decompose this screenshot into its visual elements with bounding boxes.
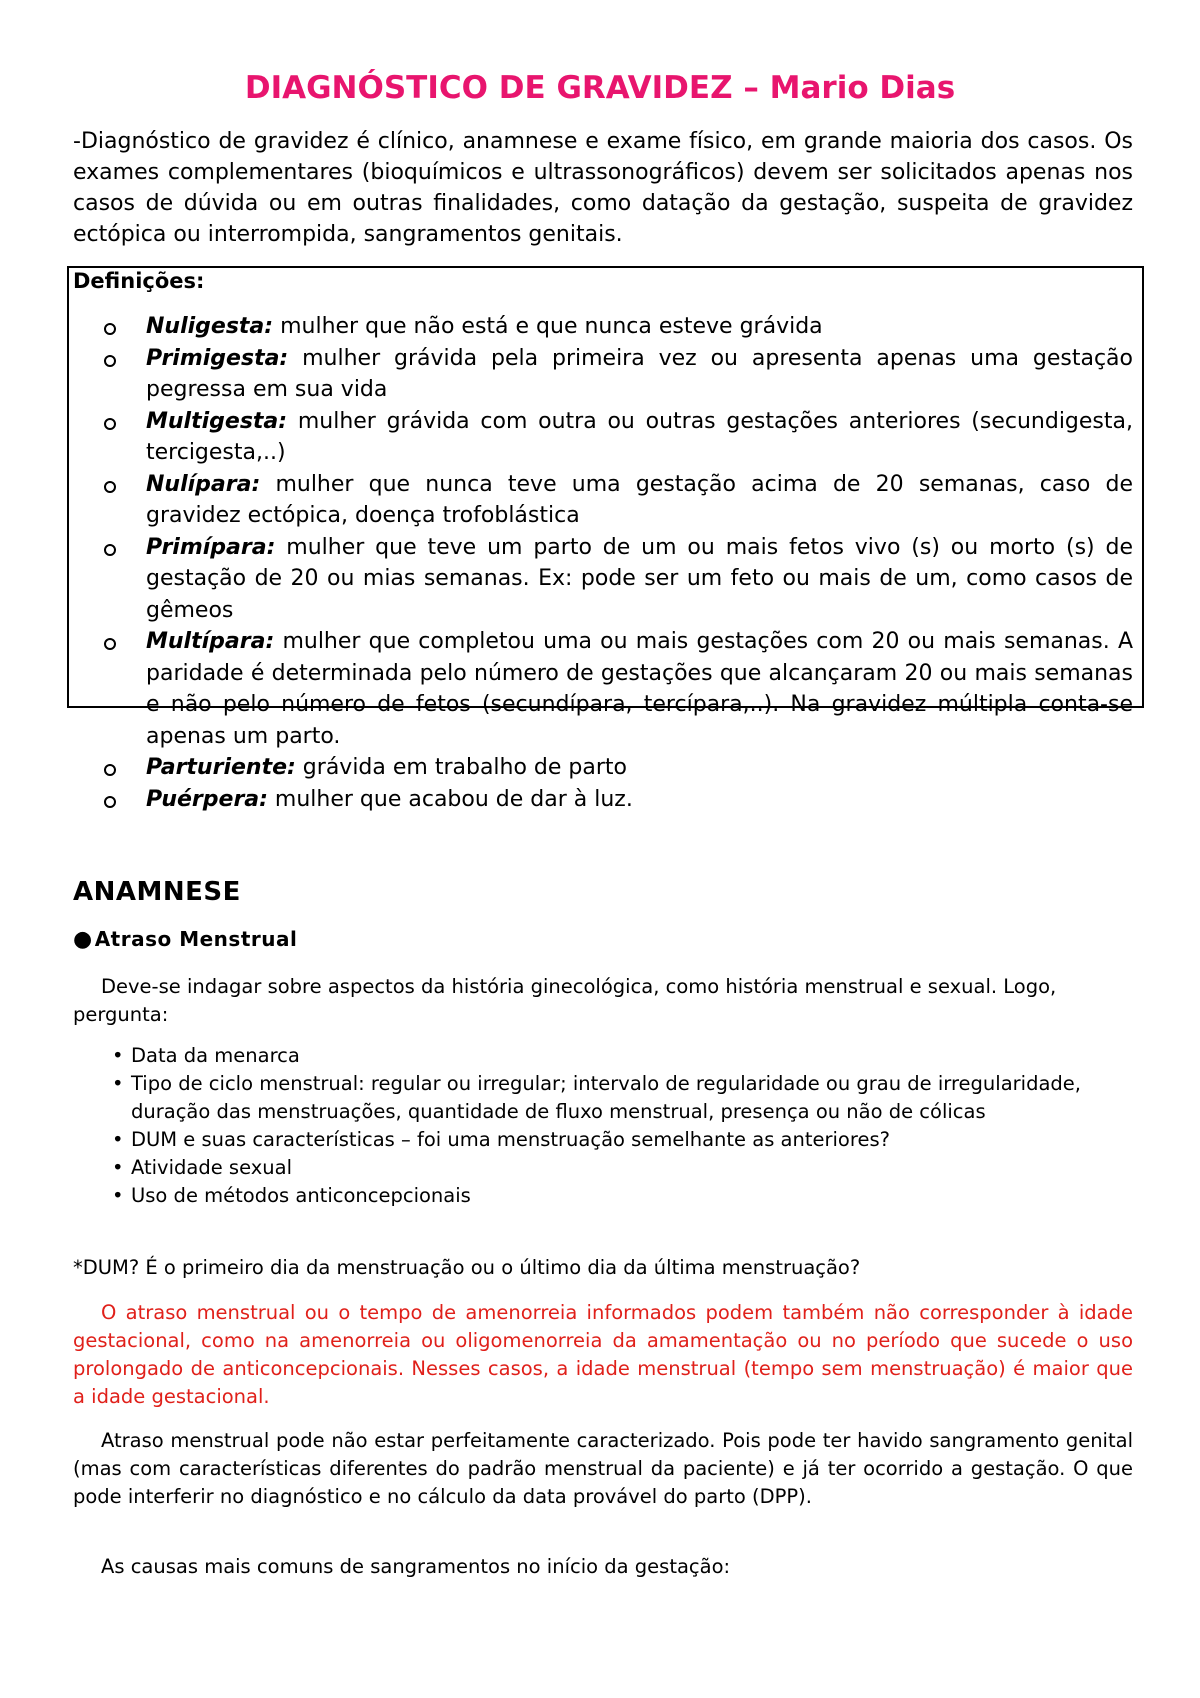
list-item xyxy=(73,1154,1113,1182)
definition-text: mulher que teve um parto de um ou mais fetos vivo (s) ou morto (s) de gestação de 20 ou mias semanas. Ex: pode ser um feto ou mais de um, como casos de gêmeos xyxy=(146,534,1133,623)
list-item xyxy=(73,1126,1113,1154)
bullet-icon: • xyxy=(112,1072,124,1095)
subheading-atraso-menstrual xyxy=(73,927,297,952)
definition-text: mulher que acabou de dar à luz. xyxy=(267,786,633,812)
definition-term: Primípara: xyxy=(146,534,276,560)
definition-term: Primigesta: xyxy=(146,345,289,371)
definition-item xyxy=(73,626,1133,752)
definitions-list xyxy=(73,311,1133,815)
list-item xyxy=(73,1042,1113,1070)
definition-item xyxy=(73,406,1133,469)
circle-bullet-icon xyxy=(104,764,116,776)
definition-term: Puérpera: xyxy=(146,786,268,812)
definition-item xyxy=(73,343,1133,406)
definition-text: mulher que nunca teve uma gestação acima de 20 semanas, caso de gravidez ectópica, doença trofoblástica xyxy=(146,471,1133,528)
paragraph-atraso: Atraso menstrual pode não estar perfeitamente caracterizado. Pois pode ter havido sangramento genital (mas com características diferentes do padrão menstrual da paciente) e já ter ocorrido a gestação. O que pode interferir no diagnóstico e no cálculo da data provável do parto (DPP). xyxy=(73,1429,1133,1508)
dum-note: *DUM? É o primeiro dia da menstruação ou o último dia da última menstruação? xyxy=(73,1256,861,1279)
highlighted-note-paragraph: O atraso menstrual ou o tempo de amenorreia informados podem também não corresponder à idade gestacional, como na amenorreia ou oligomenorreia da amamentação ou no período que sucede o uso prolongado de anticoncepcionais. Nesses casos, a idade menstrual (tempo sem menstruação) é maior que a idade gestacional. xyxy=(73,1301,1133,1408)
paragraph-history: Deve-se indagar sobre aspectos da história ginecológica, como história menstrual e sexual. Logo, pergunta: xyxy=(73,975,1057,1026)
list-item-text: Uso de métodos anticoncepcionais xyxy=(131,1184,471,1207)
list-item-text: Data da menarca xyxy=(131,1044,300,1067)
bullet-icon: • xyxy=(112,1184,124,1207)
definition-item xyxy=(73,532,1133,627)
bullet-icon: • xyxy=(112,1128,124,1151)
circle-bullet-icon xyxy=(104,481,116,493)
definition-text: mulher que completou uma ou mais gestações com 20 ou mais semanas. A paridade é determinada pelo número de gestações que alcançaram 20 ou mais semanas e não pelo número de fetos (secundípara, tercípara,..). Na gravidez múltipla conta-se apenas um parto. xyxy=(146,629,1133,749)
list-item-text: DUM e suas características – foi uma menstruação semelhante as anteriores? xyxy=(131,1128,890,1151)
paragraph-causas: As causas mais comuns de sangramentos no início da gestação: xyxy=(101,1555,731,1578)
list-item xyxy=(73,1070,1113,1126)
definitions-heading: Definições: xyxy=(73,269,205,293)
circle-bullet-icon xyxy=(104,418,116,430)
definition-text: mulher grávida com outra ou outras gestações anteriores (secundigesta, tercigesta,..) xyxy=(146,408,1133,465)
circle-bullet-icon xyxy=(104,638,116,650)
circle-bullet-icon xyxy=(104,544,116,556)
definition-item xyxy=(73,469,1133,532)
definition-text: grávida em trabalho de parto xyxy=(295,755,628,780)
list-item xyxy=(73,1182,1113,1210)
subheading-text: Atraso Menstrual xyxy=(94,927,298,951)
definition-term: Nuligesta: xyxy=(146,314,274,339)
bullet-icon: • xyxy=(112,1156,124,1179)
intro-paragraph: -Diagnóstico de gravidez é clínico, anamnese e exame físico, em grande maioria dos casos. Os exames complementares (bioquímicos e ultrassonográficos) devem ser solicitados apenas nos casos de dúvida ou em outras finalidades, como datação da gestação, suspeita de gravidez ectópica ou interrompida, sangramentos genitais. xyxy=(73,129,1133,247)
definition-text: mulher que não está e que nunca esteve grávida xyxy=(273,314,823,339)
definition-item xyxy=(73,311,1133,343)
definition-item xyxy=(73,784,1133,816)
definition-item xyxy=(73,752,1133,784)
definition-term: Nulípara: xyxy=(146,471,261,497)
question-list xyxy=(73,1042,1113,1210)
bullet-icon: • xyxy=(112,1044,124,1067)
page-title: DIAGNÓSTICO DE GRAVIDEZ – Mario Dias xyxy=(244,70,956,106)
definition-term: Parturiente: xyxy=(146,755,296,780)
definition-text: mulher grávida pela primeira vez ou apresenta apenas uma gestação pegressa em sua vida xyxy=(146,345,1133,402)
section-heading-anamnese: ANAMNESE xyxy=(73,877,241,907)
definition-term: Multigesta: xyxy=(146,408,288,434)
circle-bullet-icon xyxy=(104,796,116,808)
round-bullet-icon: ● xyxy=(73,927,93,952)
circle-bullet-icon xyxy=(104,355,116,367)
definition-term: Multípara: xyxy=(146,629,275,654)
circle-bullet-icon xyxy=(104,323,116,335)
list-item-text: Atividade sexual xyxy=(131,1156,292,1179)
list-item-text: Tipo de ciclo menstrual: regular ou irregular; intervalo de regularidade ou grau de irregularidade, duração das menstruações, quantidade de fluxo menstrual, presença ou não de cólicas xyxy=(131,1072,1081,1123)
